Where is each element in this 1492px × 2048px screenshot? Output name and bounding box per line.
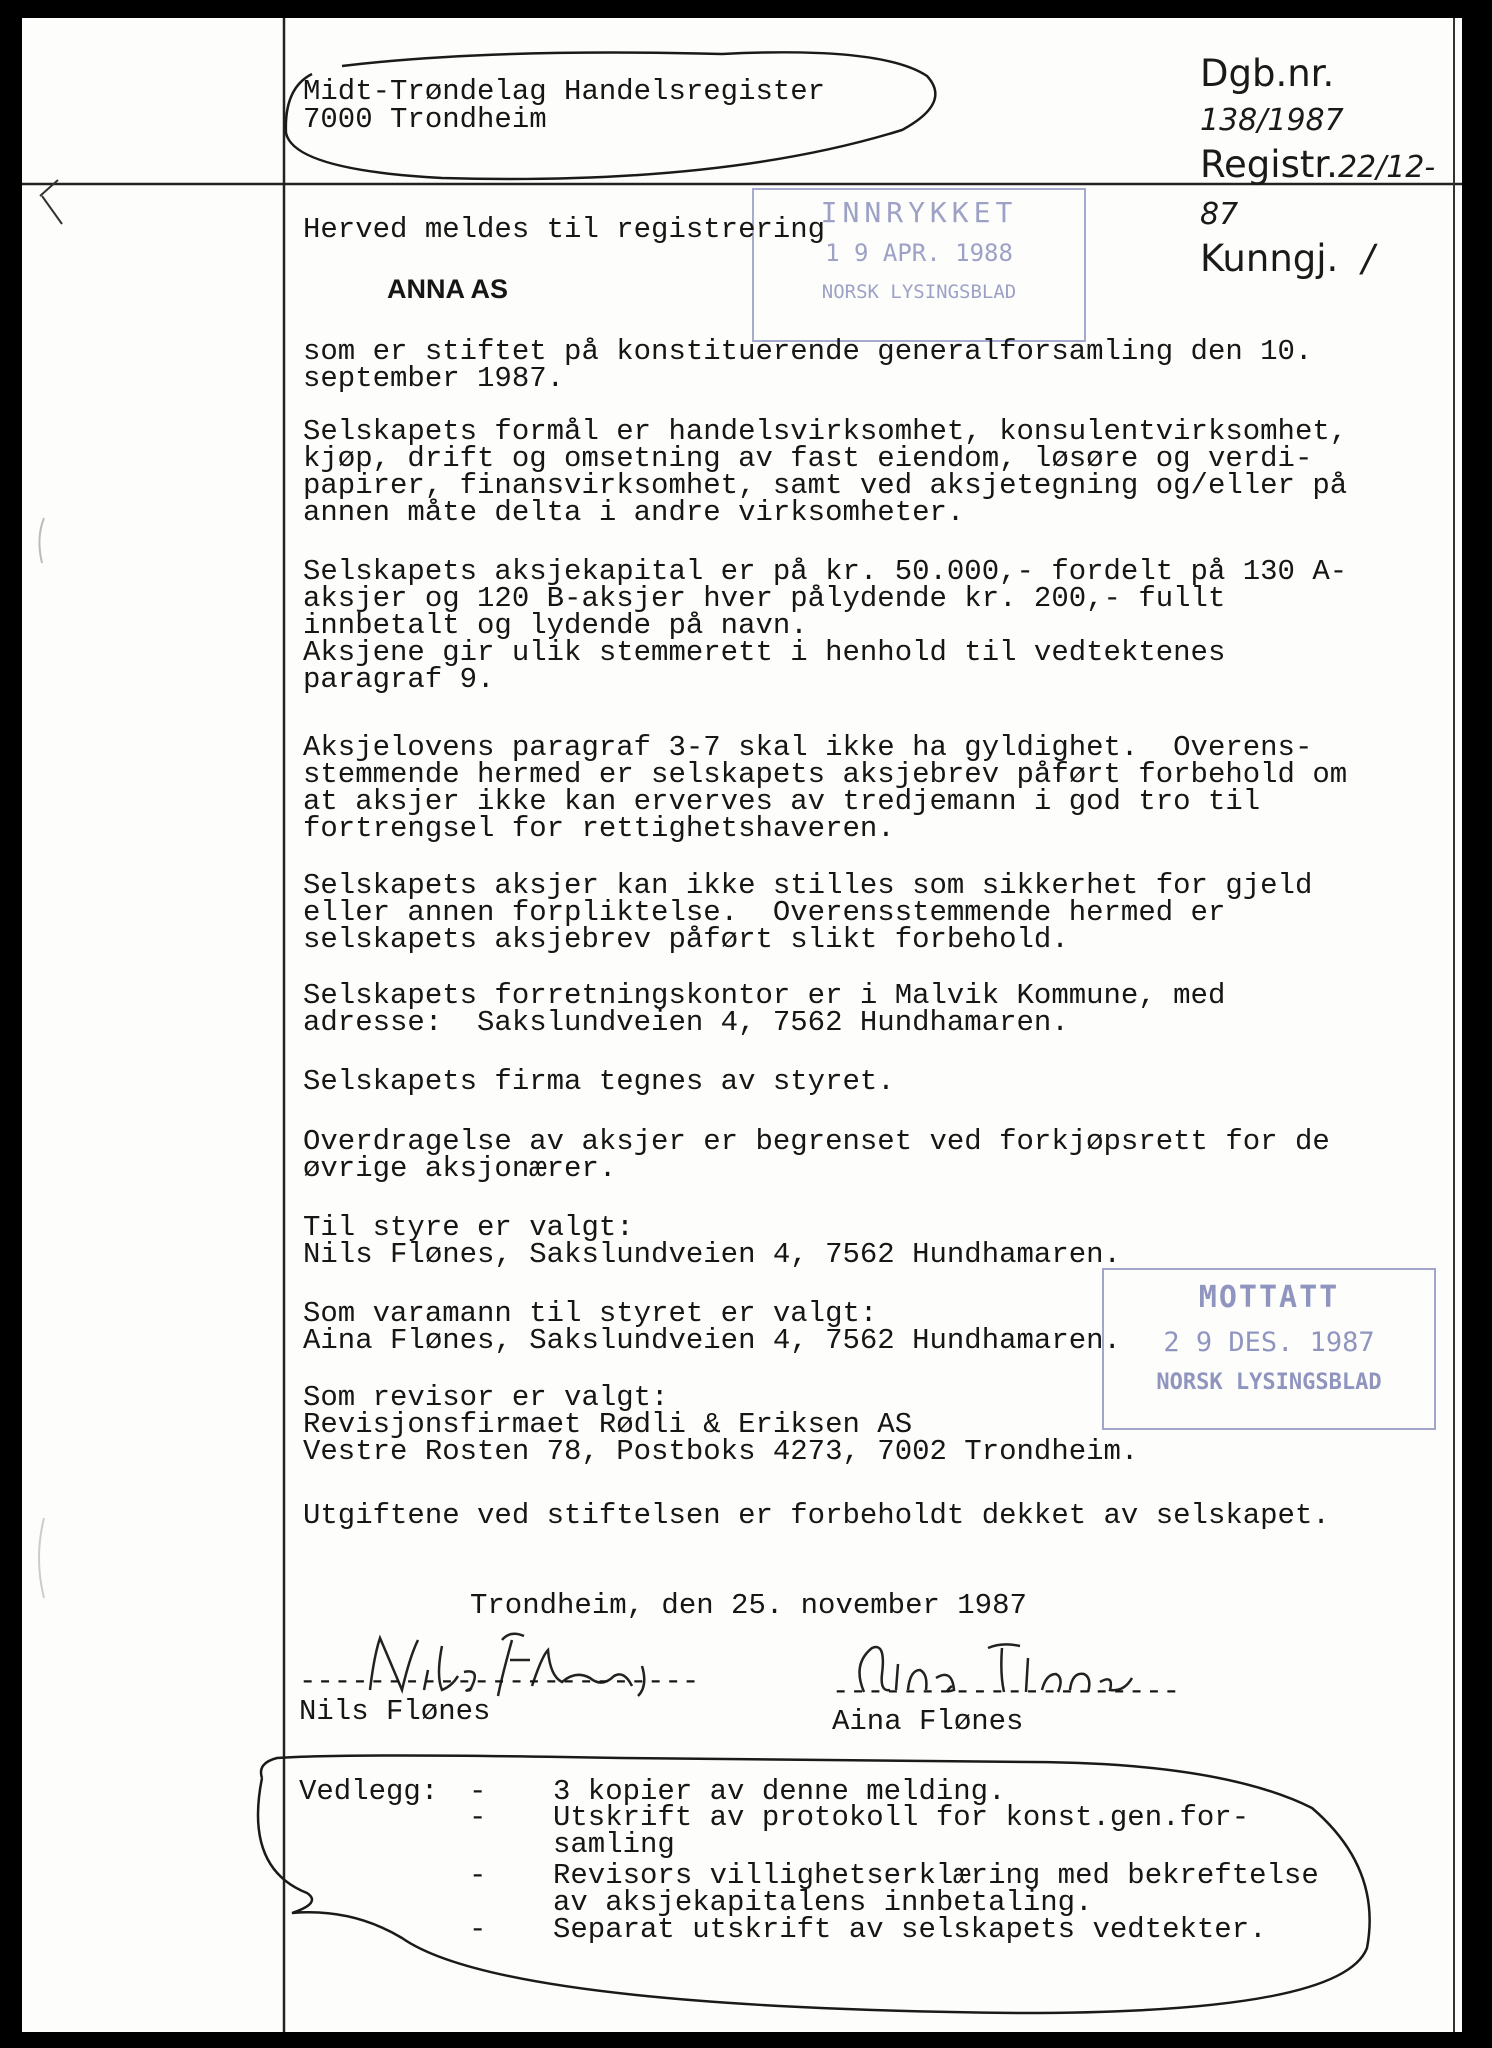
dgb-value: 138/1987 xyxy=(1200,103,1344,138)
registr-label: Registr. xyxy=(1200,143,1338,186)
document-page xyxy=(22,18,1462,2032)
intro-text: Herved meldes til registrering xyxy=(303,213,826,246)
paragraph-capital: Selskapets aksjekapital er på kr. 50.000,- fordelt på 130 A- aksjer og 120 B-aksjer hver pålydende kr. 200,- fullt innbetalt og lydende på navn. Aksjene gir ulik stemmerett i henhold til vedtektenes paragraf 9. xyxy=(303,555,1348,696)
paragraph-transfer: Overdragelse av aksjer er begrenset ved forkjøpsrett for de øvrige aksjonærer. xyxy=(303,1125,1330,1185)
attachments-label: Vedlegg: xyxy=(299,1775,439,1808)
kunngj-value: / xyxy=(1361,237,1375,280)
place-date: Trondheim, den 25. november 1987 xyxy=(470,1589,1027,1622)
attachment-bullet-1: - xyxy=(469,1775,487,1808)
paragraph-purpose: Selskapets formål er handelsvirksomhet, konsulentvirksomhet, kjøp, drift og omsetning av fast eiendom, løsøre og verdi- papirer, finansvirksomhet, samt ved aksjetegning og/eller på annen måte delta i andre virksomheter. xyxy=(303,415,1348,529)
paragraph-law: Aksjelovens paragraf 3-7 skal ikke ha gyldighet. Overens- stemmende hermed er selskapets aksjebrev påført forbehold om at aksjer ikke kan erverves av tredjemann i god tro til fortrengsel for rettighetshaveren. xyxy=(303,731,1348,845)
attachment-item-4: Separat utskrift av selskapets vedtekter. xyxy=(553,1913,1267,1946)
recipient-line2: 7000 Trondheim xyxy=(303,103,547,136)
paragraph-deputy: Som varamann til styret er valgt: Aina Flønes, Sakslundveien 4, 7562 Hundhamaren. xyxy=(303,1297,1121,1357)
mottatt-stamp-title: MOTTATT xyxy=(1198,1280,1340,1315)
received-stamp-date: 1 9 APR. 1988 xyxy=(825,239,1013,267)
mottatt-stamp xyxy=(1102,1268,1436,1430)
company-name: ANNA AS xyxy=(387,274,508,304)
attachment-item-3: Revisors villighetserklæring med bekreftelse av aksjekapitalens innbetaling. xyxy=(553,1859,1319,1919)
paragraph-board: Til styre er valgt: Nils Flønes, Sakslundveien 4, 7562 Hundhamaren. xyxy=(303,1211,1121,1271)
received-stamp xyxy=(752,188,1086,342)
kunngj-label: Kunngj. xyxy=(1200,237,1339,280)
signer-left-name: Nils Flønes xyxy=(299,1695,491,1728)
signature-line-left: ----------------------- xyxy=(299,1665,700,1698)
attachment-bullet-2: - xyxy=(469,1801,487,1834)
signature-line-right: -------------------- xyxy=(832,1675,1181,1708)
attachment-item-1: 3 kopier av denne melding. xyxy=(553,1775,1006,1808)
attachment-bullet-4: - xyxy=(469,1913,487,1946)
attachment-bullet-3: - xyxy=(469,1859,487,1892)
signer-right-name: Aina Flønes xyxy=(832,1705,1024,1738)
paragraph-security: Selskapets aksjer kan ikke stilles som sikkerhet for gjeld eller annen forpliktelse. Overensstemmende hermed er selskapets aksjebrev påført slikt forbehold. xyxy=(303,869,1313,956)
paragraph-auditor: Som revisor er valgt: Revisjonsfirmaet Rødli & Eriksen AS Vestre Rosten 78, Postboks 4273, 7002 Trondheim. xyxy=(303,1381,1139,1468)
dgb-label: Dgb.nr. xyxy=(1200,52,1335,95)
received-stamp-org: NORSK LYSINGSBLAD xyxy=(821,281,1017,303)
recipient-line1: Midt-Trøndelag Handelsregister xyxy=(303,75,826,108)
received-stamp-title: INNRYKKET xyxy=(820,196,1018,229)
paragraph-founding: som er stiftet på konstituerende generalforsamling den 10. september 1987. xyxy=(303,335,1313,395)
registr-value: 22/12-87 xyxy=(1200,150,1436,232)
paragraph-office: Selskapets forretningskontor er i Malvik Kommune, med adresse: Sakslundveien 4, 7562 Hundhamaren. xyxy=(303,979,1226,1039)
register-notes xyxy=(1200,52,1462,281)
attachment-item-2: Utskrift av protokoll for konst.gen.for- samling xyxy=(553,1801,1250,1861)
mottatt-stamp-org: NORSK LYSINGSBLAD xyxy=(1156,1370,1382,1395)
paragraph-firm: Selskapets firma tegnes av styret. xyxy=(303,1065,895,1098)
paragraph-costs: Utgiftene ved stiftelsen er forbeholdt dekket av selskapet. xyxy=(303,1499,1330,1532)
mottatt-stamp-date: 2 9 DES. 1987 xyxy=(1163,1327,1375,1358)
